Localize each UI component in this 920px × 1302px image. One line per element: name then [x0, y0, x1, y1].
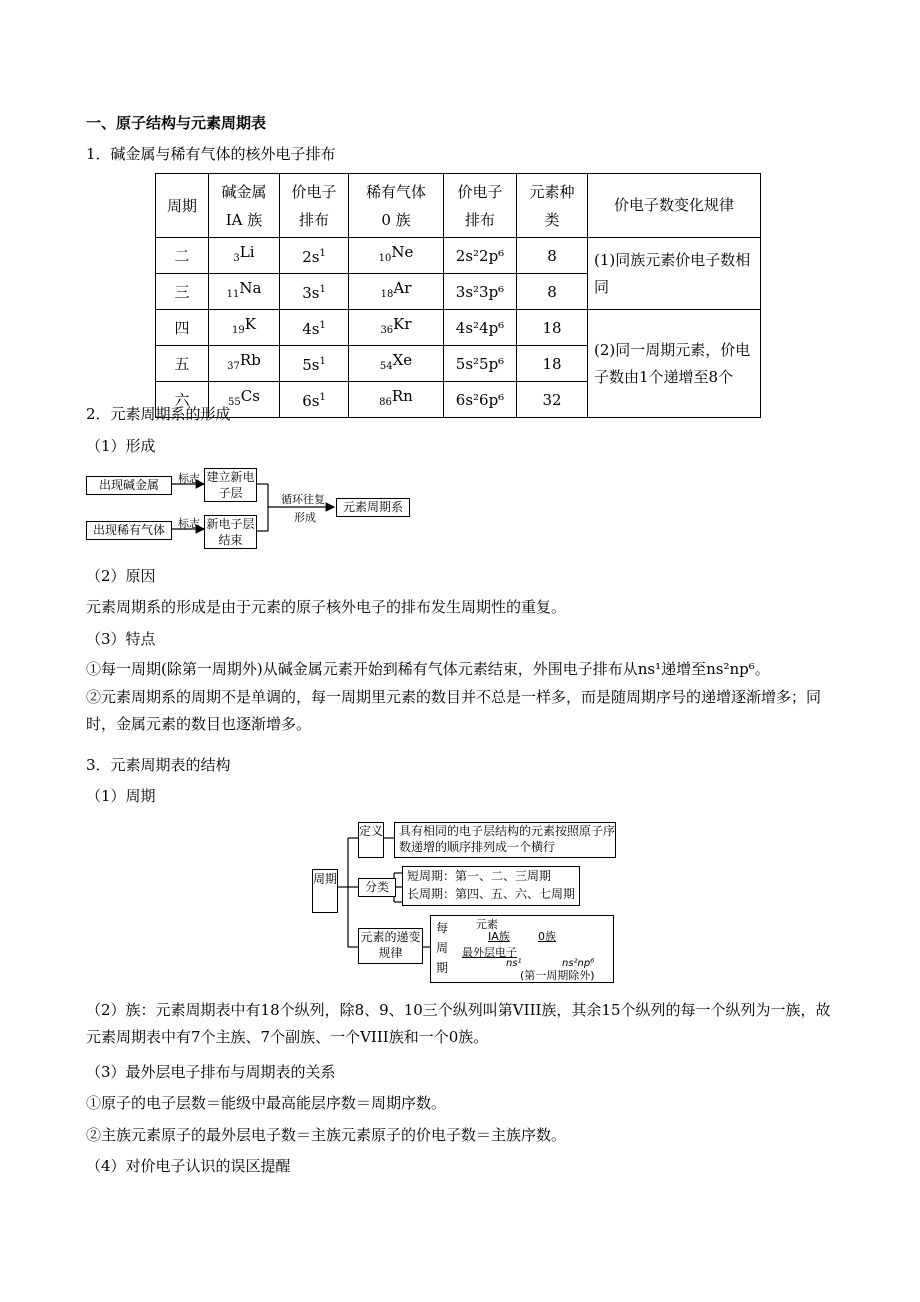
cell-count: 8 [517, 238, 588, 274]
cell-ve2: 3s²3p⁶ [444, 274, 517, 310]
box-rule-label: 元素的递变规律 [358, 928, 423, 964]
cell-period: 二 [156, 238, 209, 274]
box-classification [402, 866, 580, 906]
cell-noble: $_{86}$Rn [349, 382, 444, 418]
cell-ve2: 5s²5p⁶ [444, 346, 517, 382]
cell-alkali: $_{11}$Na [209, 274, 280, 310]
box-noble-appears: 出现稀有气体 [86, 521, 172, 540]
arrow-label-mark-1: 标志 [178, 472, 200, 485]
cell-period: 六 [156, 382, 209, 418]
box-new-layer: 建立新电子层 [204, 468, 257, 502]
except-first-label: (第一周期除外) [520, 969, 595, 982]
item-heading: （3）最外层电子排布与周期表的关系 [86, 1063, 336, 1081]
reason-text: 元素周期系的形成是由于元素的原子核外电子的排布发生周期性的重复。 [86, 598, 567, 616]
cell-period: 五 [156, 346, 209, 382]
item-heading: （3）特点 [86, 630, 156, 648]
each-period-label: 每周期 [436, 921, 449, 975]
cycle-label: 循环往复 [281, 493, 325, 506]
short-period: 短周期：第一、二、三周期 [407, 869, 552, 883]
box-definition-text: 具有相同的电子层结构的元素按照原子序数递增的顺序排列成一个横行 [394, 822, 616, 858]
long-period: 长周期：第四、五、六、七周期 [407, 887, 576, 901]
header-noble: 稀有气体 0 族 [349, 174, 444, 238]
cell-count: 18 [517, 346, 588, 382]
cell-noble: $_{18}$Ar [349, 274, 444, 310]
ns2np6-label: ns²np⁶ [562, 958, 595, 969]
zero-group-label: 0族 [538, 930, 556, 943]
cell-ve1: $5s^1$ [280, 346, 349, 382]
ia-group-label: IA族 [488, 930, 510, 943]
feature-1: ①每一周期(除第一周期外)从碱金属元素开始到稀有气体元素结束，外围电子排布从ns¹递增至ns²np⁶。 [86, 660, 770, 678]
item-heading: （1）形成 [86, 437, 156, 455]
cell-ve2: 2s²2p⁶ [444, 238, 517, 274]
relation-2: ②主族元素原子的最外层电子数＝主族元素原子的价电子数＝主族序数。 [86, 1126, 567, 1144]
rule-1: (1)同族元素价电子数相同 [588, 238, 761, 310]
item-heading: （2）原因 [86, 567, 156, 585]
cell-count: 18 [517, 310, 588, 346]
cell-ve1: $3s^1$ [280, 274, 349, 310]
ns1-label: ns¹ [506, 958, 522, 969]
cell-ve1: $2s^1$ [280, 238, 349, 274]
item-heading: （1）周期 [86, 787, 156, 805]
cell-period: 四 [156, 310, 209, 346]
elem-label: 元素 [476, 918, 498, 931]
relation-1: ①原子的电子层数＝能级中最高能层序数＝周期序数。 [86, 1094, 447, 1112]
cell-noble: $_{36}$Kr [349, 310, 444, 346]
box-layer-end: 新电子层结束 [204, 515, 257, 549]
cell-alkali: $_{19}$K [209, 310, 280, 346]
box-definition-label: 定义 [358, 822, 384, 858]
cell-ve2: 4s²4p⁶ [444, 310, 517, 346]
box-period-root: 周期 [312, 869, 338, 913]
group-text: （2）族：元素周期表中有18个纵列，除8、9、10三个纵列叫第VIII族，其余15个纵列的每一个纵列为一族，故元素周期表中有7个主族、7个副族、一个VIII族和一个0族。 [86, 1001, 831, 1046]
outer-electron-label: 最外层电子 [462, 946, 517, 959]
cell-ve2: 6s²6p⁶ [444, 382, 517, 418]
rule-2: (2)同一周期元素，价电子数由1个递增至8个 [588, 310, 761, 418]
subsection-title: 1．碱金属与稀有气体的核外电子排布 [86, 145, 336, 163]
header-ve2: 价电子 排布 [444, 174, 517, 238]
box-alkali-appears: 出现碱金属 [86, 476, 172, 495]
cell-alkali: $_3$Li [209, 238, 280, 274]
header-ve1: 价电子 排布 [280, 174, 349, 238]
header-period: 周期 [156, 174, 209, 238]
cell-count: 8 [517, 274, 588, 310]
box-periodic-system: 元素周期系 [336, 498, 410, 517]
form-label: 形成 [294, 511, 316, 524]
cell-alkali: $_{37}$Rb [209, 346, 280, 382]
cell-alkali: $_{55}$Cs [209, 382, 280, 418]
feature-2: ②元素周期系的周期不是单调的，每一周期里元素的数目并不总是一样多，而是随周期序号的递增逐渐增多；同时，金属元素的数目也逐渐增多。 [86, 688, 822, 733]
box-classification-label: 分类 [358, 878, 396, 897]
cell-period: 三 [156, 274, 209, 310]
header-alkali: 碱金属 IA 族 [209, 174, 280, 238]
cell-ve1: $4s^1$ [280, 310, 349, 346]
arrow-label-mark-2: 标志 [178, 517, 200, 530]
cell-ve1: $6s^1$ [280, 382, 349, 418]
cell-noble: $_{10}$Ne [349, 238, 444, 274]
item-heading: （4）对价电子认识的误区提醒 [86, 1157, 291, 1175]
subsection-title: 3．元素周期表的结构 [86, 756, 231, 774]
header-rule: 价电子数变化规律 [588, 174, 761, 238]
section-title: 一、原子结构与元素周期表 [86, 114, 267, 132]
subsection-title: 2．元素周期系的形成 [86, 405, 231, 423]
cell-noble: $_{54}$Xe [349, 346, 444, 382]
header-count: 元素种 类 [517, 174, 588, 238]
cell-count: 32 [517, 382, 588, 418]
